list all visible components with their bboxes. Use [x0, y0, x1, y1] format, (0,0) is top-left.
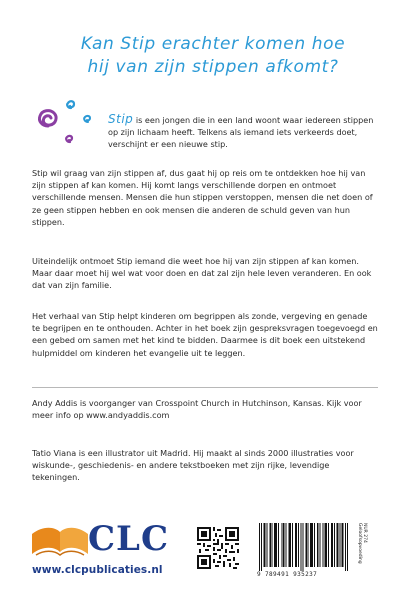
story-paragraph-1: Stip wil graag van zijn stippen af, dus gaat hij op reis om te ontdekken hoe hij van zijn stippen af kan komen. Hij komt langs verschillende dorpen en ontmoet verschillende mensen. Mensen die hun stippen verstoppen, mensen die net doen of ze geen stippen hebben en ook mensen die anderen de schuld geven van hun stippen. — [32, 168, 373, 227]
headline-line-1: Kan Stip erachter komen hoe — [80, 34, 346, 54]
swirl-dots-illustration — [30, 92, 100, 150]
isbn-number: 9 789491 935237 — [257, 571, 318, 578]
intro-paragraph — [108, 113, 378, 150]
isbn-barcode — [257, 521, 377, 583]
open-book-icon — [30, 524, 90, 558]
nur-category: Geloofsopvoeding — [357, 523, 362, 564]
nur-number: NUR 274 — [362, 523, 367, 543]
author-bio: Andy Addis is voorganger van Crosspoint Church in Hutchinson, Kansas. Kijk voor meer info op www.andyaddis.com — [32, 398, 362, 421]
qr-code[interactable] — [197, 527, 239, 569]
purple-swirl-small — [66, 136, 72, 142]
intro-text: is een jongen die in een land woont waar iedereen stippen op zijn lichaam heeft. Telkens als iemand iets verkeerds doet, verschijnt er een nieuwe stip. — [108, 115, 374, 149]
illustrator-bio: Tatio Viana is een illustrator uit Madrid. Hij maakt al sinds 2000 illustraties voor wiskunde-, geschiedenis- en andere tekstboeken met zijn rijke, levendige tekeningen. — [32, 448, 354, 483]
publisher-url[interactable]: www.clcpublicaties.nl — [32, 564, 163, 576]
headline-line-2: hij van zijn stippen afkomt? — [87, 57, 339, 77]
blue-swirl-small — [67, 101, 74, 108]
nur-code — [357, 523, 367, 575]
headline — [40, 33, 386, 79]
logo-wordmark: CLC — [88, 519, 170, 559]
barcode-bars — [259, 523, 349, 571]
character-name: Stip — [108, 112, 134, 126]
story-paragraph-2: Uiteindelijk ontmoet Stip iemand die weet hoe hij van zijn stippen af kan komen. Maar daar moet hij wel wat voor doen en dat zal zijn hele leven veranderen. En ook dat van zijn familie. — [32, 256, 372, 291]
blue-swirl-right — [84, 116, 90, 122]
publisher-logo — [30, 519, 195, 580]
divider — [32, 387, 378, 388]
purple-swirl-large — [39, 111, 56, 126]
book-purpose-paragraph: Het verhaal van Stip helpt kinderen om begrippen als zonde, vergeving en genade te begrijpen en te onthouden. Achter in het boek zijn gespreksvragen toegevoegd en een gebed om samen met het kind te bidden. Daarmee is dit boek een uitstekend hulpmiddel om kinderen het evangelie uit te leggen. — [32, 311, 378, 358]
